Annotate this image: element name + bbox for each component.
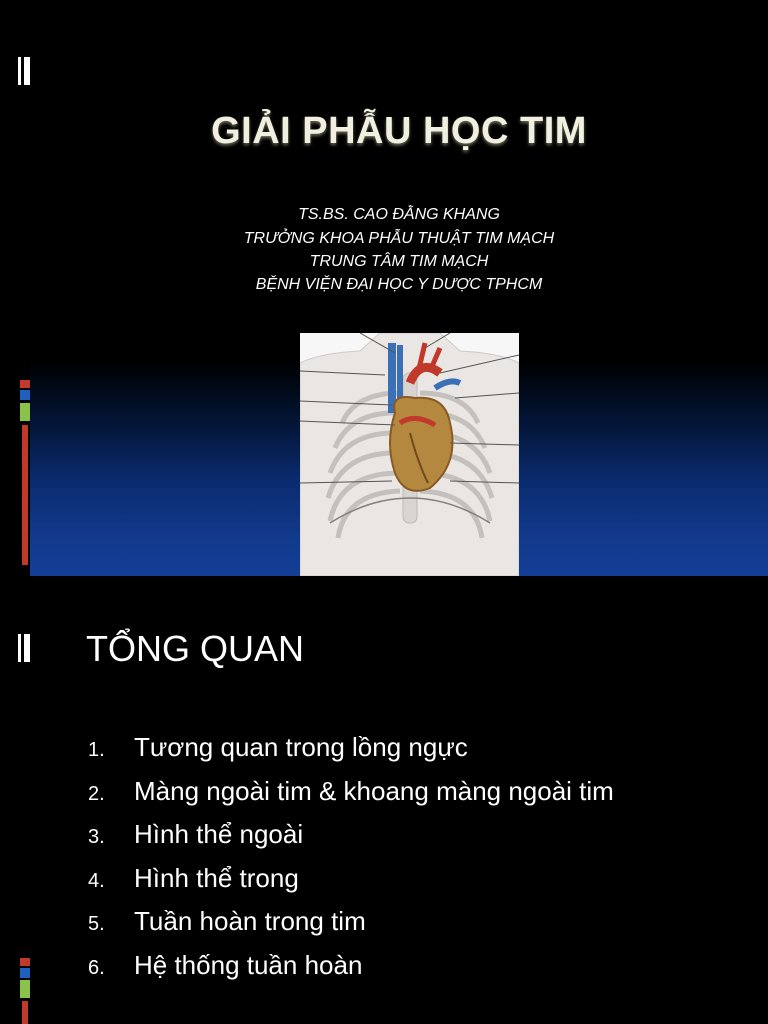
heart-ribcage-illustration-icon [300, 333, 519, 576]
list-item: 1. Tương quan trong lồng ngực [88, 732, 468, 762]
slide-title: GIẢI PHẪU HỌC TIM [211, 110, 587, 152]
green-bar-marker [20, 980, 30, 998]
bracket-marker-icon [18, 634, 30, 662]
green-bar-marker [20, 403, 30, 421]
author-line-1: TS.BS. CAO ĐẰNG KHANG [298, 206, 500, 223]
red-vertical-bar [22, 1001, 28, 1024]
list-item: 3. Hình thể ngoài [88, 819, 304, 849]
list-item: 5. Tuần hoàn trong tim [88, 906, 366, 936]
list-item: 6. Hệ thống tuần hoàn [88, 949, 363, 980]
author-line-3: TRUNG TÂM TIM MẠCH [309, 253, 489, 270]
section-heading: TỔNG QUAN [86, 628, 305, 669]
blue-square-marker [20, 390, 30, 400]
list-item: 2. Màng ngoài tim & khoang màng ngoài tim [88, 775, 614, 806]
red-vertical-bar [22, 425, 28, 565]
blue-square-marker [20, 968, 30, 978]
slide-2-left-bar [0, 576, 30, 1024]
slide-2 [0, 576, 768, 1024]
author-line-4: BỆNH VIỆN ĐẠI HỌC Y DƯỢC TPHCM [255, 276, 543, 293]
author-line-2: TRƯỞNG KHOA PHẪU THUẬT TIM MẠCH [243, 230, 555, 247]
red-square-marker [20, 958, 30, 966]
bracket-marker-icon [18, 57, 30, 85]
red-square-marker [20, 380, 30, 388]
slide-1-left-bar [0, 0, 30, 576]
overview-list [88, 726, 614, 987]
list-item: 4. Hình thể trong [88, 862, 299, 893]
